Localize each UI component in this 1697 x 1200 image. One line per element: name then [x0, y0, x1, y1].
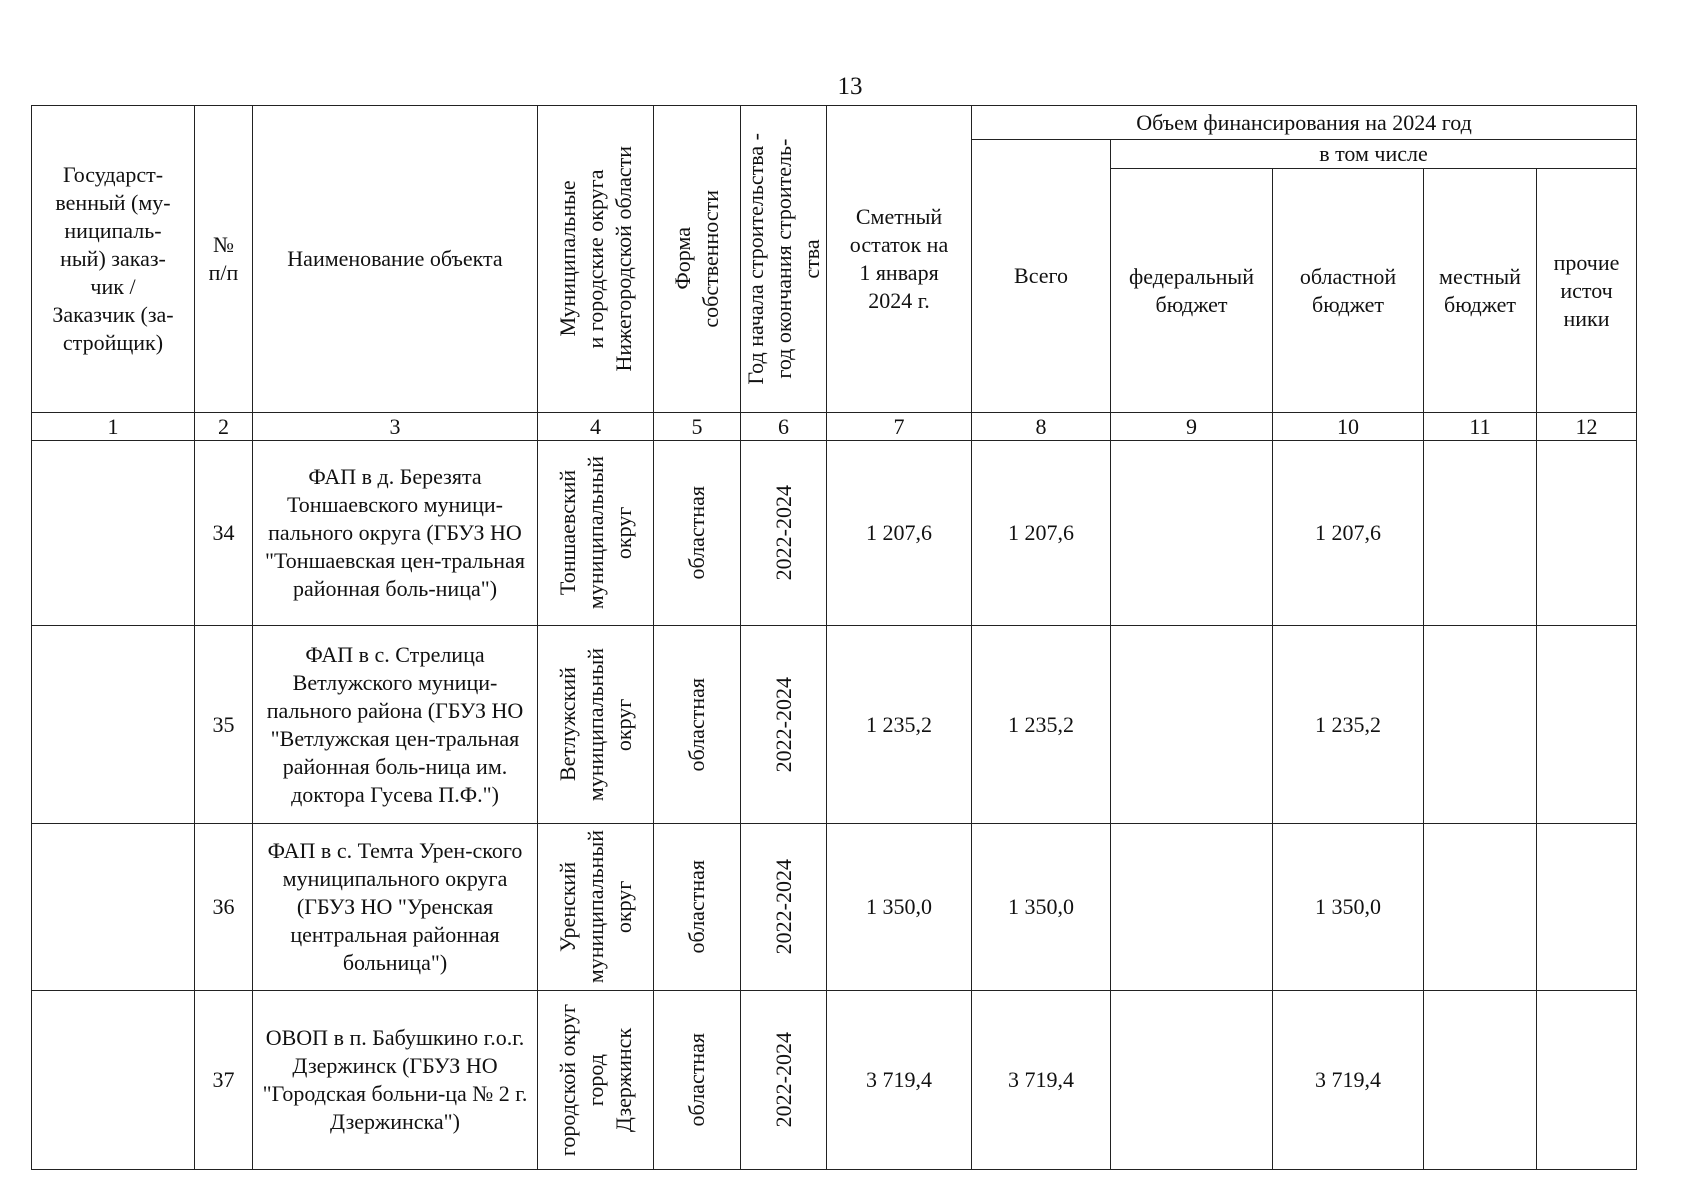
- header-including: в том числе: [1111, 140, 1637, 169]
- header-ownership: [654, 106, 741, 413]
- cell-municipality: [538, 626, 654, 824]
- cell-other: [1537, 824, 1637, 991]
- cell-ownership: [654, 626, 741, 824]
- cell-customer: [32, 824, 195, 991]
- header-other: прочие источ ники: [1537, 169, 1637, 413]
- cell-local: [1424, 441, 1537, 626]
- header-row-1: [32, 106, 1637, 140]
- cell-years-text: 2022-2024: [770, 1032, 796, 1128]
- cell-other: [1537, 991, 1637, 1170]
- page-number: 13: [837, 73, 863, 100]
- cell-total: 1 235,2: [972, 626, 1111, 824]
- cell-regional: 1 207,6: [1273, 441, 1424, 626]
- cell-municipality: [538, 824, 654, 991]
- cell-num: 35: [195, 626, 253, 824]
- cell-years-text: 2022-2024: [770, 485, 796, 581]
- cell-federal: [1111, 824, 1273, 991]
- cell-regional: 3 719,4: [1273, 991, 1424, 1170]
- cell-ownership-text: областная: [684, 1033, 709, 1127]
- cell-balance: 3 719,4: [827, 991, 972, 1170]
- column-number: 3: [253, 413, 538, 441]
- header-customer: Государст- венный (му- ниципаль- ный) заказ- чик / Заказчик (за- стройщик): [32, 106, 195, 413]
- cell-num: 34: [195, 441, 253, 626]
- cell-balance: 1 350,0: [827, 824, 972, 991]
- cell-other: [1537, 626, 1637, 824]
- table-row: [32, 991, 1637, 1170]
- cell-customer: [32, 991, 195, 1170]
- cell-years: [741, 626, 827, 824]
- cell-local: [1424, 991, 1537, 1170]
- cell-ownership: [654, 441, 741, 626]
- column-number: 11: [1424, 413, 1537, 441]
- table-row: [32, 441, 1637, 626]
- cell-regional: 1 235,2: [1273, 626, 1424, 824]
- column-number: 4: [538, 413, 654, 441]
- cell-municipality-text: Тоншаевский муниципальный округ: [554, 456, 636, 610]
- cell-other: [1537, 441, 1637, 626]
- cell-object-name: ФАП в д. Березята Тоншаевского муници-пального округа (ГБУЗ НО "Тоншаевская цен-тральная районная боль-ница"): [253, 441, 538, 626]
- column-number: 12: [1537, 413, 1637, 441]
- cell-years: [741, 824, 827, 991]
- cell-ownership: [654, 991, 741, 1170]
- header-regional: областной бюджет: [1273, 169, 1424, 413]
- header-num: № п/п: [195, 106, 253, 413]
- header-municipality: [538, 106, 654, 413]
- cell-ownership-text: областная: [684, 486, 709, 580]
- header-local: местный бюджет: [1424, 169, 1537, 413]
- column-number: 5: [654, 413, 741, 441]
- table-row: [32, 626, 1637, 824]
- cell-federal: [1111, 626, 1273, 824]
- column-number: 7: [827, 413, 972, 441]
- cell-regional: 1 350,0: [1273, 824, 1424, 991]
- header-total: Всего: [972, 140, 1111, 413]
- header-municipality-text: Муниципальные и городские округа Нижегородской области: [554, 146, 636, 372]
- column-number: 9: [1111, 413, 1273, 441]
- cell-municipality-text: Ветлужский муниципальный округ: [554, 647, 636, 802]
- cell-balance: 1 235,2: [827, 626, 972, 824]
- header-years: [741, 106, 827, 413]
- cell-municipality: [538, 991, 654, 1170]
- header-ownership-text: Форма собственности: [670, 190, 723, 328]
- header-object-name: Наименование объекта: [253, 106, 538, 413]
- cell-years-text: 2022-2024: [770, 676, 796, 773]
- cell-municipality: [538, 441, 654, 626]
- header-federal: федеральный бюджет: [1111, 169, 1273, 413]
- financing-table: [31, 105, 1637, 1170]
- column-number: 8: [972, 413, 1111, 441]
- cell-balance: 1 207,6: [827, 441, 972, 626]
- cell-municipality-text: городской округ город Дзержинск: [554, 1003, 636, 1157]
- cell-years: [741, 991, 827, 1170]
- cell-customer: [32, 626, 195, 824]
- cell-federal: [1111, 991, 1273, 1170]
- column-number: 2: [195, 413, 253, 441]
- header-years-text: Год начала строительства - год окончания строитель- ства: [742, 133, 824, 385]
- header-balance: Сметный остаток на 1 января 2024 г.: [827, 106, 972, 413]
- column-number: 6: [741, 413, 827, 441]
- cell-ownership: [654, 824, 741, 991]
- column-number: 10: [1273, 413, 1424, 441]
- cell-years: [741, 441, 827, 626]
- cell-object-name: ФАП в с. Стрелица Ветлужского муници-пального района (ГБУЗ НО "Ветлужская цен-тральная районная боль-ница им. доктора Гусева П.Ф."): [253, 626, 538, 824]
- cell-federal: [1111, 441, 1273, 626]
- header-financing-group: Объем финансирования на 2024 год: [972, 106, 1637, 140]
- cell-ownership-text: областная: [684, 860, 709, 954]
- cell-ownership-text: областная: [684, 677, 709, 772]
- cell-object-name: ОВОП в п. Бабушкино г.о.г. Дзержинск (ГБУЗ НО "Городская больни-ца № 2 г. Дзержинска"): [253, 991, 538, 1170]
- cell-local: [1424, 824, 1537, 991]
- cell-object-name: ФАП в с. Темта Урен-ского муниципального округа (ГБУЗ НО "Уренская центральная районная больница"): [253, 824, 538, 991]
- column-number: 1: [32, 413, 195, 441]
- cell-num: 37: [195, 991, 253, 1170]
- cell-num: 36: [195, 824, 253, 991]
- cell-local: [1424, 626, 1537, 824]
- cell-total: 1 207,6: [972, 441, 1111, 626]
- table-row: [32, 824, 1637, 991]
- cell-years-text: 2022-2024: [770, 859, 796, 955]
- cell-customer: [32, 441, 195, 626]
- cell-municipality-text: Уренский муниципальный округ: [554, 830, 636, 984]
- column-number-row: [32, 413, 1637, 441]
- cell-total: 3 719,4: [972, 991, 1111, 1170]
- cell-total: 1 350,0: [972, 824, 1111, 991]
